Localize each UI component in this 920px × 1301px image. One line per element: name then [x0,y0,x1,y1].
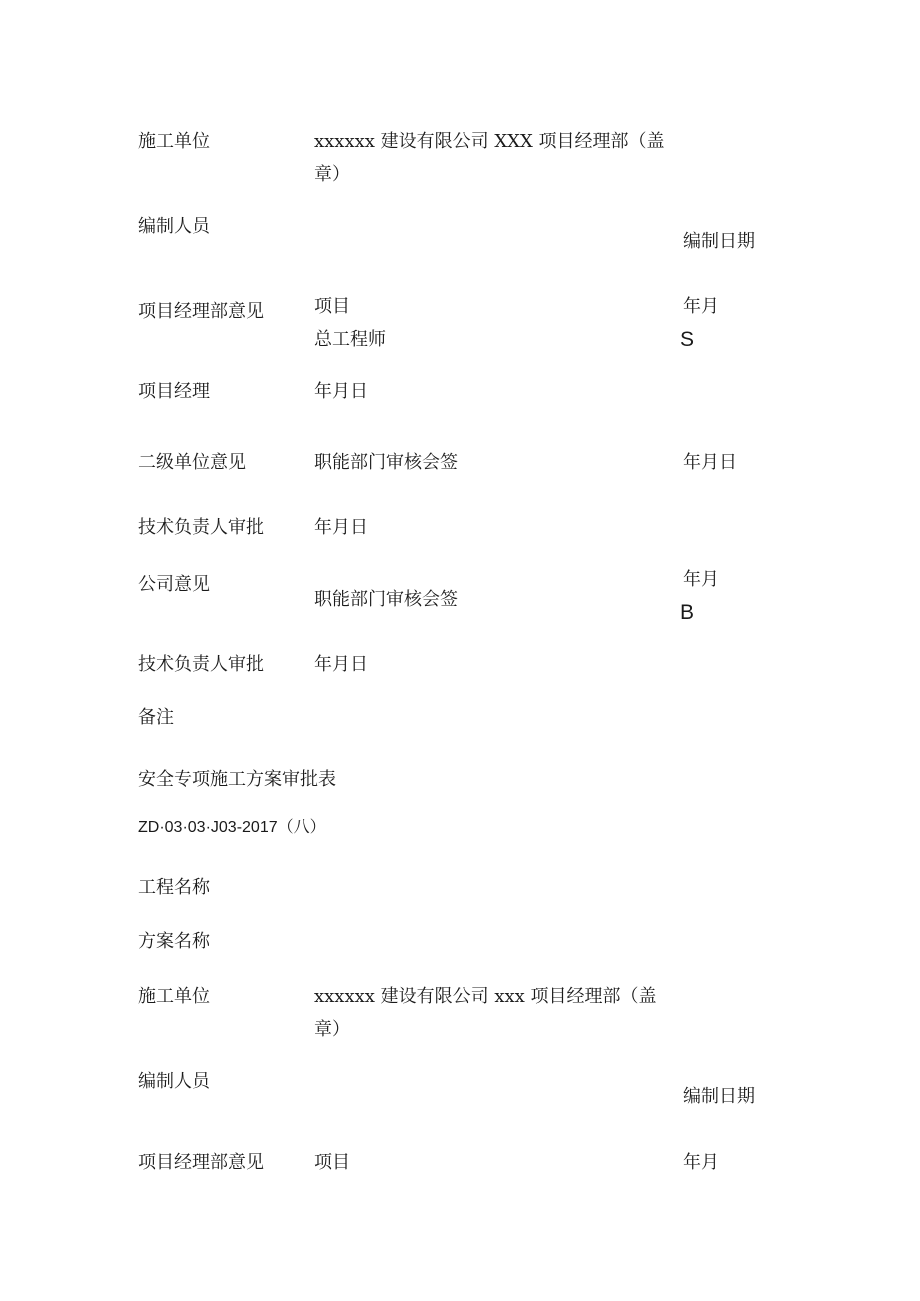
pm-dept-date-2: 年月 [683,1152,719,1173]
second-level-date: 年月日 [683,452,737,473]
pm-dept-date-line2: S [680,328,695,351]
construction-unit-value-2-line2: 章） [314,1019,350,1040]
company-date-line1: 年月 [683,569,719,590]
tech-lead-approval-date-2: 年月日 [314,654,368,675]
project-manager-date: 年月日 [314,381,368,402]
project-name-label: 工程名称 [138,877,210,898]
project-manager-label: 项目经理 [138,381,210,402]
pm-dept-project-text: 项目 [314,296,350,317]
construction-unit-value-2-line1: xxxxxx 建设有限公司 xxx 项目经理部（盖 [314,986,657,1007]
compile-date-label: 编制日期 [683,231,755,252]
company-opinion-label: 公司意见 [138,574,210,595]
compiler-label: 编制人员 [138,216,210,237]
company-sign-text: 职能部门审核会签 [314,589,458,610]
tech-lead-approval-date: 年月日 [314,517,368,538]
tech-lead-approval-label: 技术负责人审批 [138,517,264,538]
compile-date-label-2: 编制日期 [683,1086,755,1107]
compiler-label-2: 编制人员 [138,1071,210,1092]
second-level-opinion-label: 二级单位意见 [138,452,246,473]
form-title: 安全专项施工方案审批表 [138,769,336,790]
plan-name-label: 方案名称 [138,931,210,952]
remarks-label: 备注 [138,707,174,728]
pm-dept-date-line1: 年月 [683,296,719,317]
pm-dept-opinion-label: 项目经理部意见 [138,301,264,322]
construction-unit-label-2: 施工单位 [138,986,210,1007]
tech-lead-approval-label-2: 技术负责人审批 [138,654,264,675]
pm-dept-project-text-2: 项目 [314,1152,350,1173]
pm-dept-opinion-label-2: 项目经理部意见 [138,1152,264,1173]
construction-unit-value-line2: 章） [314,164,350,185]
construction-unit-value-line1: xxxxxx 建设有限公司 XXX 项目经理部（盖 [314,131,665,152]
chief-engineer-text: 总工程师 [314,329,386,350]
form-code: ZD·03·03·J03-2017（八） [138,819,326,836]
company-date-line2: B [680,601,695,624]
construction-unit-label: 施工单位 [138,131,210,152]
second-level-sign-text: 职能部门审核会签 [314,452,458,473]
